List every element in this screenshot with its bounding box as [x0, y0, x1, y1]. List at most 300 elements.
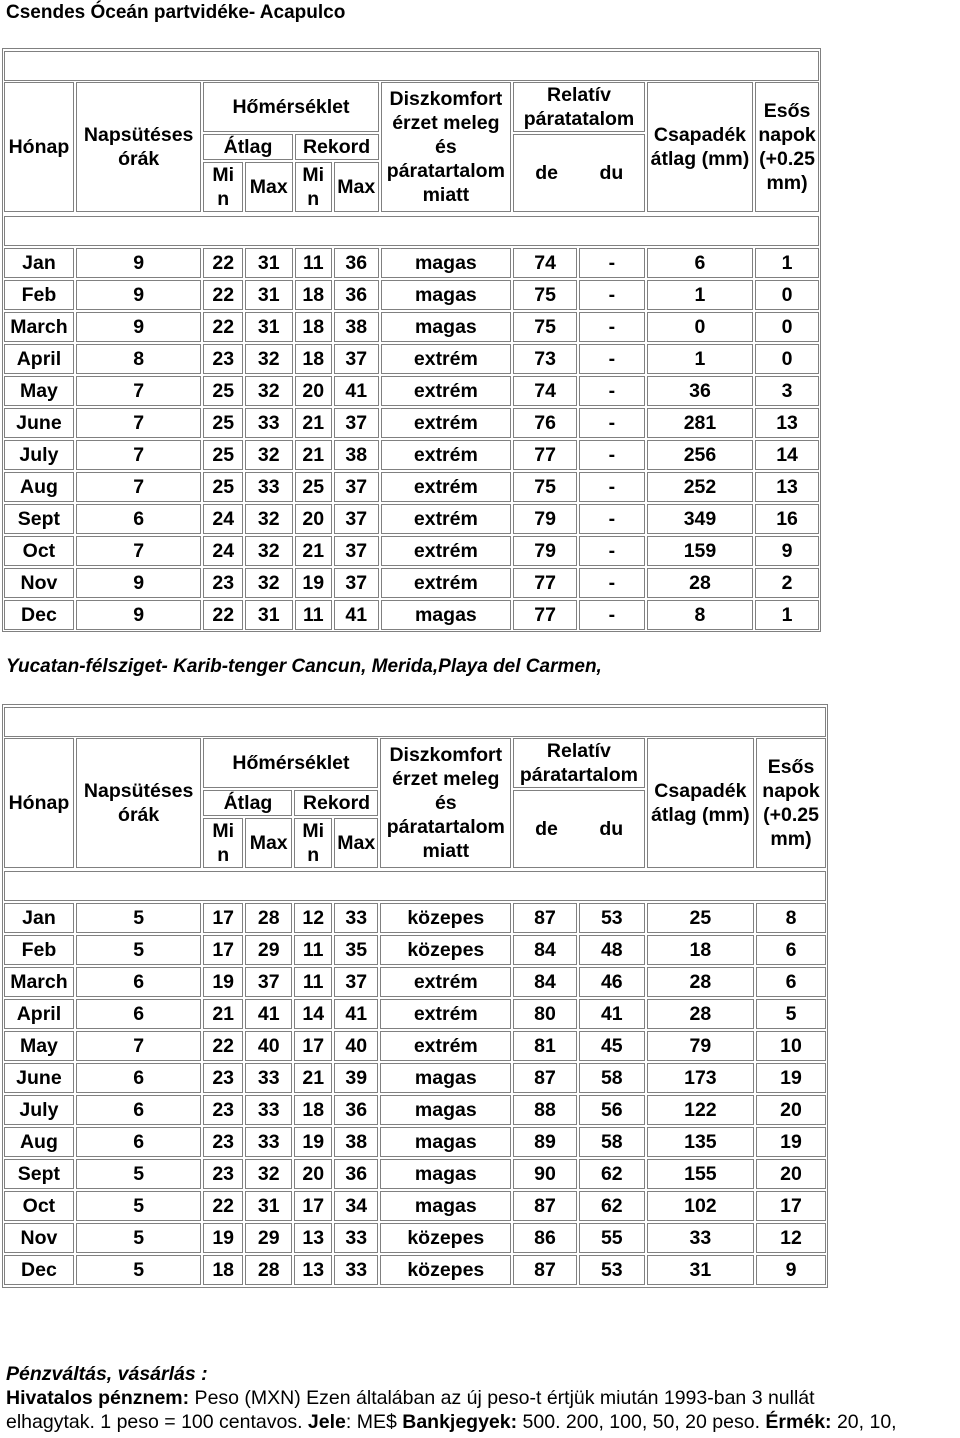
data-cell: - [579, 600, 645, 630]
data-cell: 5 [76, 935, 202, 965]
data-cell: 122 [647, 1095, 754, 1125]
data-cell: magas [380, 1095, 511, 1125]
col-header-napsutes: Napsütéses órák [76, 738, 202, 868]
data-cell: magas [381, 248, 512, 278]
data-cell: 24 [203, 536, 242, 566]
data-cell: 40 [245, 1031, 293, 1061]
data-cell: 25 [295, 472, 332, 502]
data-cell: - [579, 280, 645, 310]
data-cell: 46 [579, 967, 645, 997]
data-cell: magas [380, 1159, 511, 1189]
data-cell: 1 [647, 280, 753, 310]
data-cell: 6 [76, 999, 202, 1029]
data-cell: 1 [647, 344, 753, 374]
centavos-text: elhagytak. 1 peso = 100 centavos. [6, 1411, 308, 1433]
data-cell: 22 [203, 600, 242, 630]
data-cell: 5 [76, 1223, 202, 1253]
data-cell: 6 [76, 1063, 202, 1093]
data-cell: 5 [76, 1255, 202, 1285]
month-cell: July [4, 440, 74, 470]
data-cell: 41 [245, 999, 293, 1029]
data-cell: 86 [513, 1223, 577, 1253]
data-cell: 10 [756, 1031, 826, 1061]
data-cell: 8 [756, 903, 826, 933]
table-row [4, 1159, 826, 1189]
data-cell: 89 [513, 1127, 577, 1157]
data-cell: 155 [647, 1159, 754, 1189]
table-row [4, 568, 819, 598]
data-cell: extrém [381, 440, 512, 470]
month-cell: May [4, 1031, 74, 1061]
data-cell: 28 [647, 999, 754, 1029]
col-header-homerseklet: Hőmérséklet [203, 738, 378, 788]
data-cell: 32 [245, 568, 293, 598]
data-cell: 33 [245, 408, 293, 438]
data-cell: 37 [334, 472, 379, 502]
data-cell: 88 [513, 1095, 577, 1125]
data-cell: 87 [513, 1255, 577, 1285]
data-cell: 34 [334, 1191, 379, 1221]
data-cell: 349 [647, 504, 753, 534]
table-row [4, 280, 819, 310]
data-cell: 22 [203, 248, 242, 278]
data-cell: 7 [76, 376, 202, 406]
data-cell: 12 [294, 903, 331, 933]
section-title-acapulco: Csendes Óceán partvidéke- Acapulco [6, 2, 346, 23]
data-cell: - [579, 536, 645, 566]
acapulco-mid-spacer [4, 216, 819, 246]
data-cell: 13 [294, 1255, 331, 1285]
data-cell: 159 [647, 536, 753, 566]
data-cell: 62 [579, 1191, 645, 1221]
col-header-atlag-min: Mi n [203, 818, 242, 868]
data-cell: extrém [381, 504, 512, 534]
data-cell: 31 [245, 248, 293, 278]
data-cell: 7 [76, 536, 202, 566]
data-cell: 20 [294, 1159, 331, 1189]
data-cell: 33 [647, 1223, 754, 1253]
table-row [4, 1223, 826, 1253]
data-cell: 23 [203, 1159, 242, 1189]
data-cell: 31 [245, 312, 293, 342]
data-cell: 79 [513, 504, 577, 534]
data-cell: 7 [76, 472, 202, 502]
data-cell: 23 [203, 1063, 242, 1093]
data-cell: 102 [647, 1191, 754, 1221]
acapulco-header-table [2, 80, 821, 214]
table-row [4, 1255, 826, 1285]
data-cell: - [579, 472, 645, 502]
data-cell: 35 [334, 935, 379, 965]
col-header-csapadek: Csapadék átlag (mm) [647, 82, 753, 212]
data-cell: közepes [380, 903, 511, 933]
data-cell: 20 [756, 1159, 826, 1189]
data-cell: 9 [76, 280, 202, 310]
data-cell: 37 [334, 344, 379, 374]
data-cell: magas [380, 1191, 511, 1221]
data-cell: 17 [294, 1031, 331, 1061]
data-cell: extrém [381, 536, 512, 566]
table-row [4, 999, 826, 1029]
data-cell: magas [381, 280, 512, 310]
data-cell: 36 [334, 280, 379, 310]
data-cell: 29 [245, 1223, 293, 1253]
data-cell: magas [381, 312, 512, 342]
data-cell: 37 [334, 967, 379, 997]
data-cell: - [579, 376, 645, 406]
data-cell: 87 [513, 1063, 577, 1093]
data-cell: 28 [245, 1255, 293, 1285]
data-cell: 81 [513, 1031, 577, 1061]
currency-section [6, 1362, 960, 1434]
data-cell: 20 [756, 1095, 826, 1125]
data-cell: 25 [203, 440, 242, 470]
data-cell: 11 [294, 967, 331, 997]
data-cell: 13 [755, 472, 819, 502]
data-cell: magas [380, 1063, 511, 1093]
data-cell: 6 [756, 935, 826, 965]
month-cell: Aug [4, 1127, 74, 1157]
col-header-relativ: Relatív páratartalom [513, 738, 645, 788]
table-row [4, 1031, 826, 1061]
data-cell: 87 [513, 1191, 577, 1221]
data-cell: 33 [245, 1063, 293, 1093]
data-cell: 24 [203, 504, 242, 534]
table-row [4, 472, 819, 502]
data-cell: 20 [295, 376, 332, 406]
data-cell: 75 [513, 280, 577, 310]
data-cell: 37 [334, 504, 379, 534]
data-cell: 37 [334, 536, 379, 566]
col-header-esos: Esős napok (+0.25 mm) [756, 738, 826, 868]
col-header-esos: Esős napok (+0.25 mm) [755, 82, 819, 212]
data-cell: 25 [647, 903, 754, 933]
acapulco-top-spacer [4, 51, 819, 81]
data-cell: 9 [76, 568, 202, 598]
data-cell: 0 [755, 344, 819, 374]
data-cell: közepes [380, 1223, 511, 1253]
month-cell: Sept [4, 504, 74, 534]
data-cell: extrém [380, 999, 511, 1029]
month-cell: April [4, 344, 74, 374]
data-cell: 21 [203, 999, 242, 1029]
data-cell: - [579, 344, 645, 374]
data-cell: 25 [203, 472, 242, 502]
data-cell: 17 [294, 1191, 331, 1221]
data-cell: 77 [513, 568, 577, 598]
currency-line-2 [6, 1410, 960, 1434]
data-cell: 39 [334, 1063, 379, 1093]
table-row [4, 967, 826, 997]
table-row [4, 1127, 826, 1157]
data-cell: 21 [295, 408, 332, 438]
data-cell: 29 [245, 935, 293, 965]
table-row [4, 935, 826, 965]
data-cell: 12 [756, 1223, 826, 1253]
data-cell: 73 [513, 344, 577, 374]
section-title-yucatan: Yucatan-félsziget- Karib-tenger Cancun, Merida,Playa del Carmen, [6, 656, 602, 677]
table-row [4, 376, 819, 406]
data-cell: 53 [579, 903, 645, 933]
data-cell: 38 [334, 312, 379, 342]
data-cell: 76 [513, 408, 577, 438]
col-header-du: du [599, 162, 624, 184]
month-cell: Jan [4, 903, 74, 933]
data-cell: 53 [579, 1255, 645, 1285]
data-cell: 18 [203, 1255, 242, 1285]
data-cell: 22 [203, 1031, 242, 1061]
table-row [4, 504, 819, 534]
col-header-atlag: Átlag [203, 790, 292, 816]
data-cell: 31 [245, 280, 293, 310]
month-cell: Feb [4, 935, 74, 965]
data-cell: extrém [381, 472, 512, 502]
data-cell: 22 [203, 280, 242, 310]
jele-text: : ME$ [345, 1411, 403, 1433]
data-cell: 7 [76, 408, 202, 438]
data-cell: 173 [647, 1063, 754, 1093]
month-cell: March [4, 312, 74, 342]
data-cell: 33 [334, 903, 379, 933]
data-cell: 56 [579, 1095, 645, 1125]
col-header-honap: Hónap [4, 82, 74, 212]
data-cell: 6 [76, 504, 202, 534]
data-cell: extrém [381, 344, 512, 374]
month-cell: Aug [4, 472, 74, 502]
data-cell: 37 [334, 568, 379, 598]
data-cell: 80 [513, 999, 577, 1029]
data-cell: 9 [76, 600, 202, 630]
data-cell: 2 [755, 568, 819, 598]
table-row [4, 312, 819, 342]
col-header-diszkomfort: Diszkomfort érzet meleg és páratartalom miatt [381, 82, 512, 212]
data-cell: 32 [245, 376, 293, 406]
table-row [4, 1095, 826, 1125]
data-cell: 13 [294, 1223, 331, 1253]
acapulco-data-table [2, 246, 821, 632]
month-cell: Dec [4, 600, 74, 630]
table-row [4, 248, 819, 278]
data-cell: 17 [203, 935, 242, 965]
data-cell: 33 [334, 1255, 379, 1285]
data-cell: 38 [334, 1127, 379, 1157]
col-header-napsutes: Napsütéses órák [76, 82, 202, 212]
data-cell: 5 [76, 1191, 202, 1221]
data-cell: 41 [334, 999, 379, 1029]
ermek-label: Érmék: [765, 1411, 832, 1433]
data-cell: 1 [755, 248, 819, 278]
month-cell: Oct [4, 536, 74, 566]
col-header-de: de [535, 162, 558, 184]
month-cell: Oct [4, 1191, 74, 1221]
data-cell: 32 [245, 1159, 293, 1189]
col-header-rekord-max: Max [334, 162, 379, 212]
col-header-relativ: Relatív páratatalom [513, 82, 645, 132]
data-cell: 6 [647, 248, 753, 278]
col-header-de: de [535, 818, 558, 840]
data-cell: 19 [756, 1063, 826, 1093]
data-cell: 90 [513, 1159, 577, 1189]
table-row [4, 600, 819, 630]
data-cell: 18 [647, 935, 754, 965]
data-cell: 62 [579, 1159, 645, 1189]
bankjegyek-label: Bankjegyek: [402, 1411, 518, 1433]
data-cell: 74 [513, 376, 577, 406]
data-cell: 18 [295, 344, 332, 374]
yucatan-header-table [2, 736, 828, 870]
month-cell: Nov [4, 1223, 74, 1253]
data-cell: 9 [76, 312, 202, 342]
data-cell: 3 [755, 376, 819, 406]
table-row [4, 903, 826, 933]
yucatan-data-table [2, 901, 828, 1287]
data-cell: 58 [579, 1127, 645, 1157]
month-cell: June [4, 1063, 74, 1093]
data-cell: 45 [579, 1031, 645, 1061]
data-cell: 33 [245, 1095, 293, 1125]
data-cell: 36 [647, 376, 753, 406]
col-header-csapadek: Csapadék átlag (mm) [647, 738, 754, 868]
data-cell: 84 [513, 967, 577, 997]
official-currency-label: Hivatalos pénznem: [6, 1387, 190, 1409]
data-cell: 8 [76, 344, 202, 374]
data-cell: 0 [647, 312, 753, 342]
table-row [4, 1191, 826, 1221]
data-cell: 252 [647, 472, 753, 502]
data-cell: 79 [647, 1031, 754, 1061]
data-cell: magas [381, 600, 512, 630]
data-cell: 19 [203, 1223, 242, 1253]
data-cell: - [579, 504, 645, 534]
data-cell: 33 [245, 1127, 293, 1157]
data-cell: - [579, 440, 645, 470]
data-cell: 33 [245, 472, 293, 502]
col-header-homerseklet: Hőmérséklet [203, 82, 378, 132]
col-header-rekord-min: Mi n [295, 162, 332, 212]
col-header-rekord-max: Max [334, 818, 379, 868]
data-cell: 55 [579, 1223, 645, 1253]
month-cell: Jan [4, 248, 74, 278]
data-cell: 256 [647, 440, 753, 470]
data-cell: 11 [294, 935, 331, 965]
data-cell: 7 [76, 440, 202, 470]
data-cell: 5 [76, 1159, 202, 1189]
data-cell: 32 [245, 504, 293, 534]
data-cell: 19 [203, 967, 242, 997]
data-cell: 58 [579, 1063, 645, 1093]
table-row [4, 344, 819, 374]
data-cell: 13 [755, 408, 819, 438]
data-cell: 36 [334, 1159, 379, 1189]
data-cell: - [579, 248, 645, 278]
data-cell: közepes [380, 1255, 511, 1285]
month-cell: March [4, 967, 74, 997]
data-cell: 281 [647, 408, 753, 438]
data-cell: 9 [76, 248, 202, 278]
data-cell: 31 [647, 1255, 754, 1285]
data-cell: 25 [203, 408, 242, 438]
col-header-diszkomfort: Diszkomfort érzet meleg és páratartalom miatt [380, 738, 511, 868]
month-cell: June [4, 408, 74, 438]
data-cell: 19 [295, 568, 332, 598]
month-cell: Feb [4, 280, 74, 310]
data-cell: 14 [294, 999, 331, 1029]
month-cell: May [4, 376, 74, 406]
currency-line-1 [6, 1386, 960, 1410]
data-cell: 75 [513, 472, 577, 502]
currency-heading: Pénzváltás, vásárlás : [6, 1363, 208, 1385]
month-cell: Dec [4, 1255, 74, 1285]
col-header-atlag-max: Max [245, 162, 293, 212]
data-cell: 41 [334, 600, 379, 630]
data-cell: 1 [755, 600, 819, 630]
table-row [4, 536, 819, 566]
jele-label: Jele [307, 1411, 346, 1433]
data-cell: 36 [334, 1095, 379, 1125]
data-cell: 74 [513, 248, 577, 278]
data-cell: 0 [755, 280, 819, 310]
data-cell: - [579, 408, 645, 438]
data-cell: 31 [245, 600, 293, 630]
data-cell: 19 [294, 1127, 331, 1157]
yucatan-mid-spacer [4, 871, 826, 901]
data-cell: 31 [245, 1191, 293, 1221]
month-cell: Sept [4, 1159, 74, 1189]
col-header-rekord-min: Mi n [294, 818, 331, 868]
data-cell: 9 [756, 1255, 826, 1285]
data-cell: 32 [245, 536, 293, 566]
data-cell: 23 [203, 1127, 242, 1157]
data-cell: extrém [381, 568, 512, 598]
data-cell: 22 [203, 312, 242, 342]
data-cell: extrém [381, 408, 512, 438]
data-cell: extrém [380, 1031, 511, 1061]
table-row [4, 1063, 826, 1093]
ermek-text: 20, 10, [831, 1411, 897, 1433]
data-cell: 0 [755, 312, 819, 342]
col-header-relativ-de-du [513, 134, 645, 212]
data-cell: 135 [647, 1127, 754, 1157]
col-header-atlag: Átlag [203, 134, 292, 160]
data-cell: 18 [295, 280, 332, 310]
col-header-atlag-min: Mi n [203, 162, 242, 212]
col-header-atlag-max: Max [245, 818, 293, 868]
data-cell: 5 [76, 903, 202, 933]
data-cell: 21 [294, 1063, 331, 1093]
data-cell: 41 [579, 999, 645, 1029]
data-cell: 21 [295, 536, 332, 566]
data-cell: 25 [203, 376, 242, 406]
data-cell: 21 [295, 440, 332, 470]
data-cell: extrém [381, 376, 512, 406]
yucatan-top-spacer [4, 707, 826, 737]
data-cell: 18 [295, 312, 332, 342]
data-cell: 6 [76, 1095, 202, 1125]
data-cell: 16 [755, 504, 819, 534]
data-cell: 79 [513, 536, 577, 566]
data-cell: közepes [380, 935, 511, 965]
col-header-relativ-de-du [513, 790, 645, 868]
col-header-rekord: Rekord [295, 134, 379, 160]
data-cell: 37 [334, 408, 379, 438]
data-cell: 6 [756, 967, 826, 997]
data-cell: 48 [579, 935, 645, 965]
data-cell: 22 [203, 1191, 242, 1221]
data-cell: extrém [380, 967, 511, 997]
data-cell: 18 [294, 1095, 331, 1125]
data-cell: 8 [647, 600, 753, 630]
data-cell: 28 [647, 568, 753, 598]
